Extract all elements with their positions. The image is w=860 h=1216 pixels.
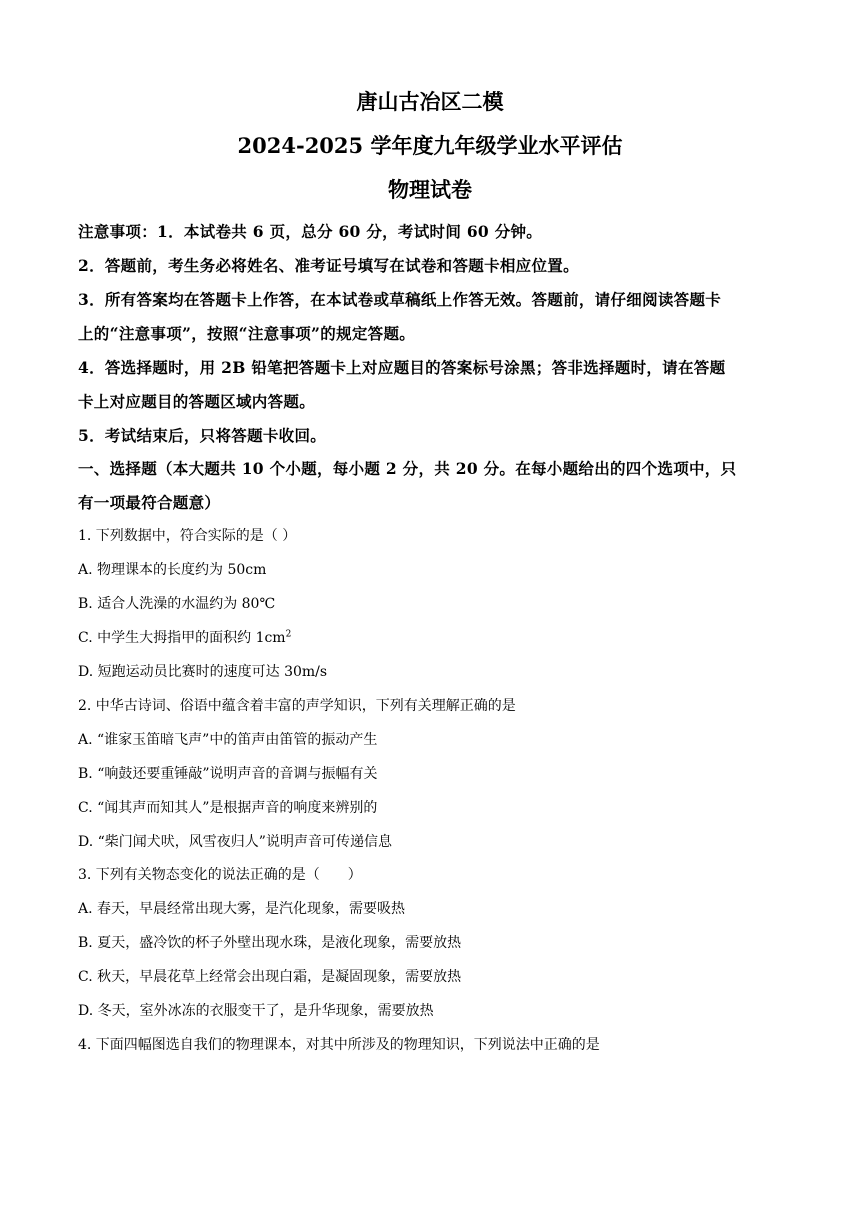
notes-line-5: 4．答选择题时，用 2B 铅笔把答题卡上对应题目的答案标号涂黑；答非选择题时，请在答题: [78, 358, 726, 377]
question-1-option-b: B. 适合人洗澡的水温约为 80℃: [78, 596, 276, 612]
exam-region-title: 唐山古冶区二模: [356, 89, 504, 114]
question-2-option-d: D. “柴门闻犬吠，风雪夜归人”说明声音可传递信息: [78, 834, 392, 850]
exam-subject-title: 物理试卷: [388, 177, 472, 202]
question-1-option-c-text: C. 中学生大拇指甲的面积约 1cm: [78, 630, 286, 646]
superscript: 2: [285, 629, 292, 640]
question-3-option-a: A. 春天，早晨经常出现大雾，是汽化现象，需要吸热: [78, 901, 406, 917]
notes-line-4: 上的“注意事项”，按照“注意事项”的规定答题。: [78, 324, 416, 343]
question-1-option-c: [78, 627, 783, 649]
question-3-option-b: B. 夏天，盛冷饮的杯子外壁出现水珠，是液化现象，需要放热: [78, 935, 462, 951]
section-heading-line-1: 一、选择题（本大题共 10 个小题，每小题 2 分，共 20 分。在每小题给出的四个选项中，只: [78, 459, 737, 478]
question-3-stem: 3. 下列有关物态变化的说法正确的是（ ）: [78, 867, 362, 883]
question-2-option-c: C. “闻其声而知其人”是根据声音的响度来辨别的: [78, 800, 378, 816]
section-heading-line-2: 有一项最符合题意）: [78, 493, 221, 512]
notes-line-6: 卡上对应题目的答题区域内答题。: [78, 392, 316, 411]
question-2-stem: 2. 中华古诗词、俗语中蕴含着丰富的声学知识，下列有关理解正确的是: [78, 698, 516, 714]
exam-year-title: 2024-2025 学年度九年级学业水平评估: [237, 133, 623, 158]
notes-line-7: 5．考试结束后，只将答题卡收回。: [78, 426, 327, 445]
question-3-option-c: C. 秋天，早晨花草上经常会出现白霜，是凝固现象，需要放热: [78, 969, 462, 985]
question-1-option-a: A. 物理课本的长度约为 50cm: [78, 562, 267, 578]
question-2-option-b: B. “响鼓还要重锤敲”说明声音的音调与振幅有关: [78, 766, 378, 782]
notes-line-2: 2．答题前，考生务必将姓名、准考证号填写在试卷和答题卡相应位置。: [78, 256, 579, 275]
question-4-stem: 4. 下面四幅图选自我们的物理课本，对其中所涉及的物理知识，下列说法中正确的是: [78, 1037, 600, 1053]
notes-line-3: 3．所有答案均在答题卡上作答，在本试卷或草稿纸上作答无效。答题前，请仔细阅读答题卡: [78, 290, 722, 309]
question-3-option-d: D. 冬天，室外冰冻的衣服变干了，是升华现象，需要放热: [78, 1003, 434, 1019]
question-1-option-d: D. 短跑运动员比赛时的速度可达 30m/s: [78, 664, 328, 680]
question-1-stem: 1. 下列数据中，符合实际的是（ ）: [78, 528, 297, 544]
notes-line-1: 注意事项：1．本试卷共 6 页，总分 60 分，考试时间 60 分钟。: [78, 222, 543, 241]
question-2-option-a: A. “谁家玉笛暗飞声”中的笛声由笛管的振动产生: [78, 732, 378, 748]
